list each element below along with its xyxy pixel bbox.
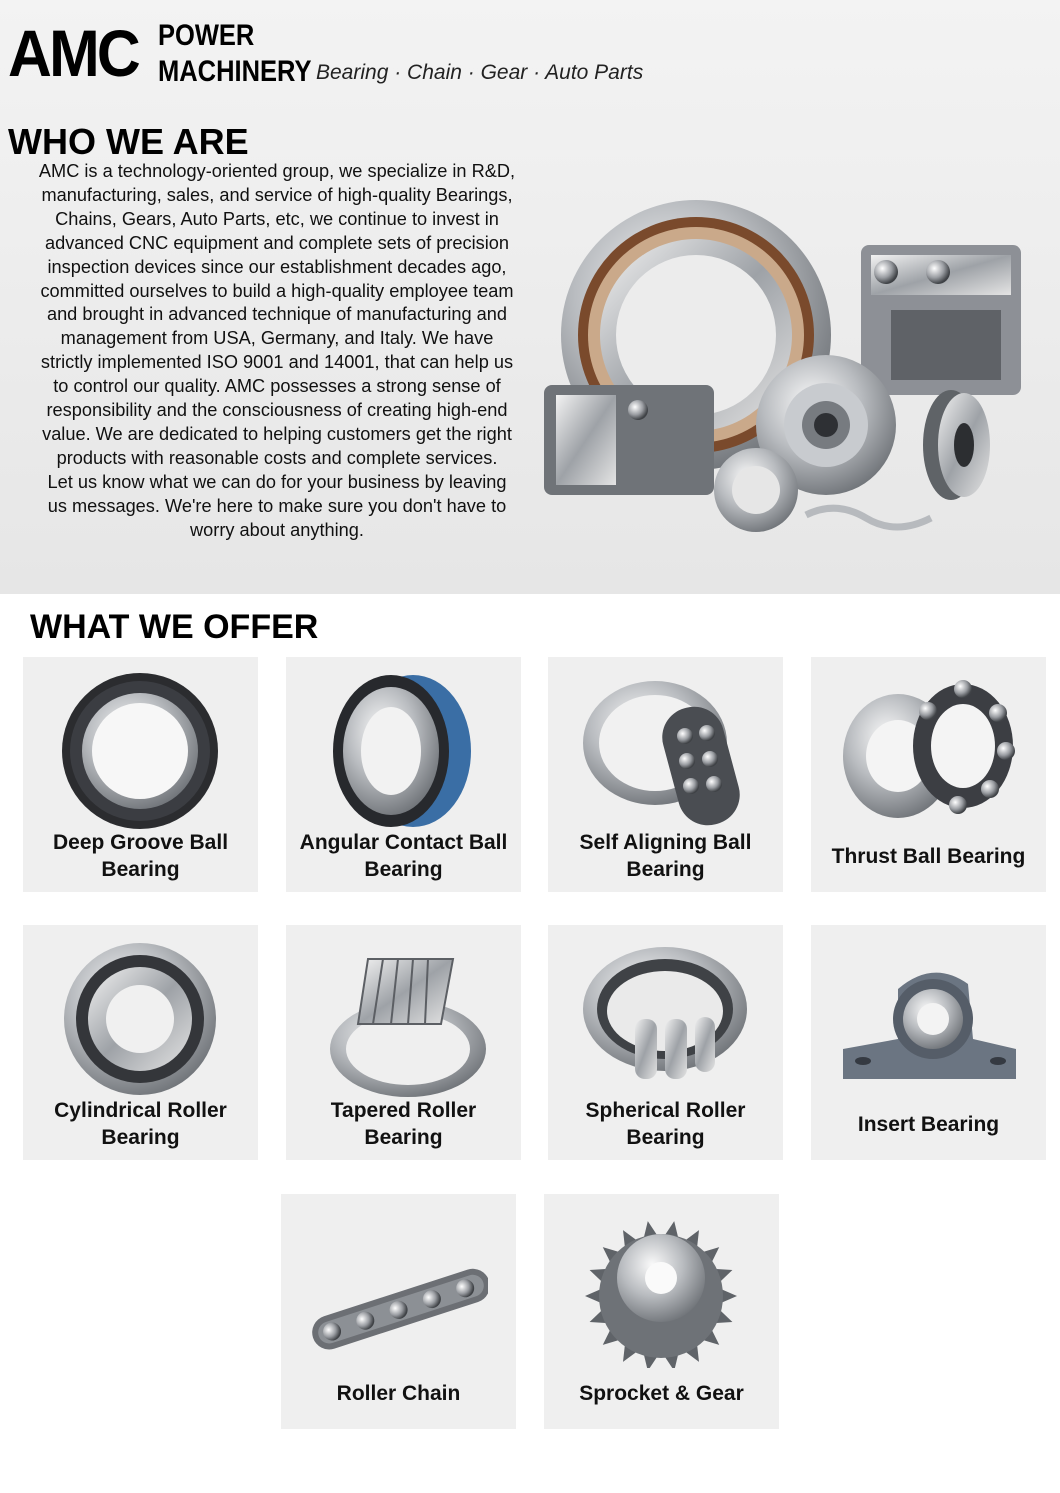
insert-bearing-icon [838, 939, 1018, 1099]
who-paragraph-1: AMC is a technology-oriented group, we specialize in R&D, manufacturing, sales, and service of high-quality Bearings, Chains, Gears, Auto Parts, etc, we continue to invest in advanced CNC equipment and complete sets of precision inspection devices since our establishment decades ago, committed ourselves to build a high-quality employee team and brought in advanced technique of manufacturing and management from USA, Germany, and Italy. We have strictly implemented ISO 9001 and 14001, that can help us to control our quality. AMC possesses a strong sense of responsibility and the consciousness of creating high-end value. We are dedicated to helping customers get the right products with reasonable costs and complete services. [38, 161, 516, 468]
product-card-tapered-roller[interactable] [286, 925, 521, 1160]
product-label: Deep Groove Ball Bearing [52, 831, 229, 881]
product-card-angular-contact[interactable] [286, 657, 521, 892]
product-label: Sprocket & Gear [579, 1381, 744, 1405]
sprocket-tooth [585, 1289, 601, 1303]
deep-groove-ball-bearing-icon [50, 671, 230, 831]
product-label: Tapered Roller Bearing [330, 1099, 477, 1149]
cylindrical-roller-bearing-icon [50, 939, 230, 1099]
product-card-roller-chain[interactable] [281, 1194, 516, 1429]
product-label: Roller Chain [336, 1381, 461, 1405]
tapered-roller-bearing-icon [313, 939, 493, 1099]
product-card-cylindrical-roller[interactable] [23, 925, 258, 1160]
tagline: Bearing · Chain · Gear · Auto Parts [316, 61, 644, 84]
product-card-self-aligning[interactable] [548, 657, 783, 892]
product-label: Self Aligning Ball Bearing [579, 831, 752, 881]
hero-section [0, 0, 1060, 594]
product-card-spherical-roller[interactable] [548, 925, 783, 1160]
logo-machinery-text: MACHINERY [158, 55, 312, 88]
thrust-ball-bearing-icon [838, 671, 1018, 831]
self-aligning-ball-bearing-icon [575, 671, 755, 831]
what-we-offer-heading: WHAT WE OFFER [30, 608, 319, 646]
roller-chain-icon [308, 1208, 488, 1368]
who-we-are-heading: WHO WE ARE [8, 121, 249, 162]
product-label: Spherical Roller Bearing [585, 1099, 746, 1149]
sprocket-gear-icon [571, 1208, 751, 1368]
product-label: Insert Bearing [857, 1112, 1000, 1136]
logo-power-text: POWER [158, 19, 255, 52]
who-we-are-text [36, 160, 518, 543]
product-label: Thrust Ball Bearing [831, 844, 1026, 868]
product-card-thrust-ball[interactable] [811, 657, 1046, 892]
product-card-insert-bearing[interactable] [811, 925, 1046, 1160]
spherical-roller-bearing-icon [575, 939, 755, 1099]
logo-amc-text: AMC [8, 16, 139, 90]
product-label: Angular Contact Ball Bearing [299, 831, 508, 881]
angular-contact-ball-bearing-icon [313, 671, 493, 831]
bearing-collection-image [536, 200, 1036, 540]
product-card-deep-groove[interactable] [23, 657, 258, 892]
product-label: Cylindrical Roller Bearing [54, 1099, 227, 1149]
product-card-sprocket-gear[interactable] [544, 1194, 779, 1429]
who-paragraph-2: Let us know what we can do for your business by leaving us messages. We're here to make sure you don't have to worry about anything. [47, 471, 507, 540]
sprocket-tooth [721, 1289, 737, 1303]
